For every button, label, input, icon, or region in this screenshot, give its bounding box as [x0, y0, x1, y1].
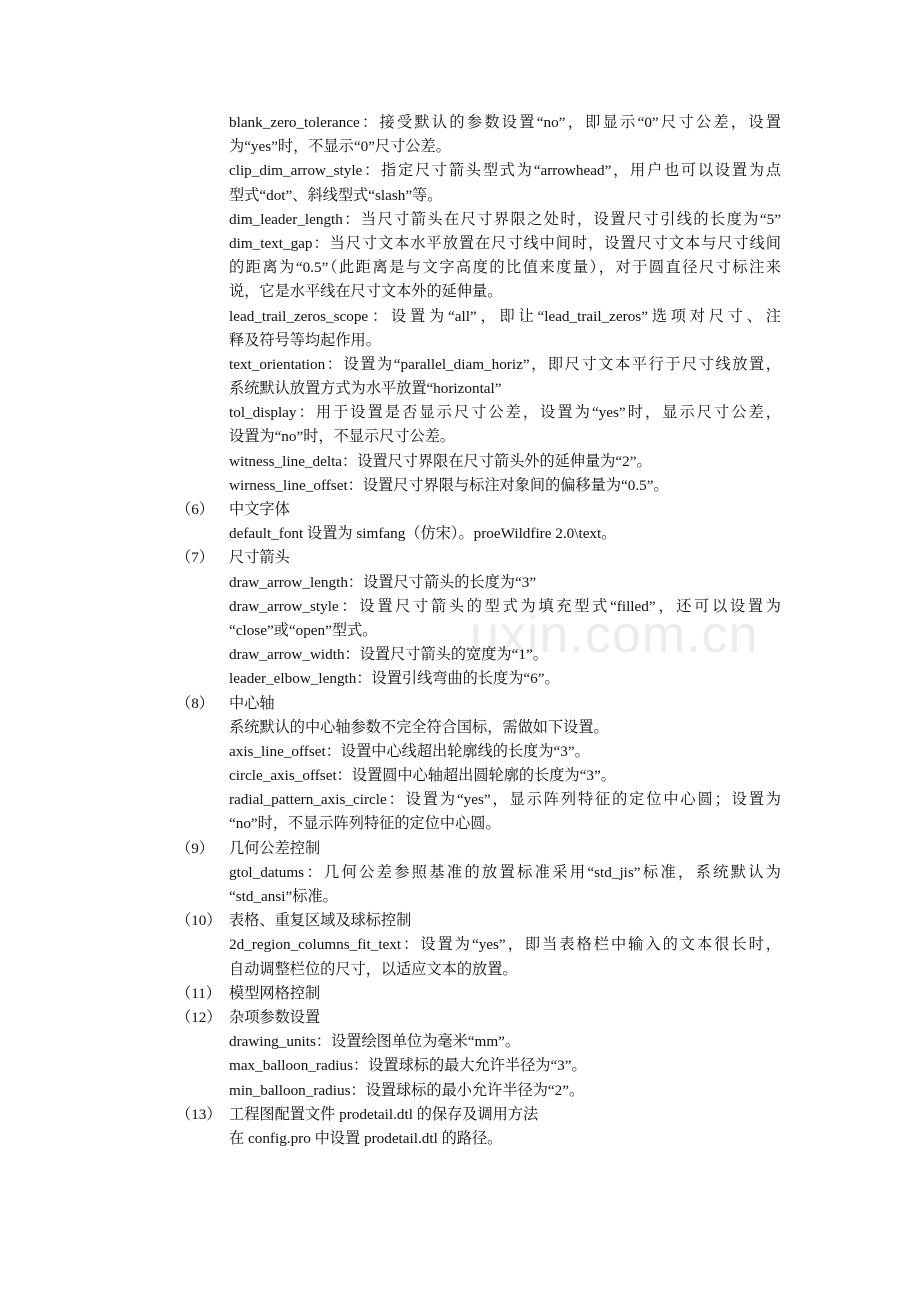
- line-text: text_orientation：设置为“parallel_diam_horiz”，即尺寸文本平行于尺寸线放置，: [229, 355, 781, 373]
- section-heading-line: [0, 692, 920, 716]
- line-text: max_balloon_radius：设置球标的最大允许半径为“3”。: [229, 1057, 587, 1075]
- paragraph-line: [0, 958, 920, 982]
- line-text: “no”时，不显示阵列特征的定位中心圆。: [229, 815, 501, 833]
- line-text: 设置为“no”时，不显示尺寸公差。: [229, 428, 456, 446]
- section-heading-line: [0, 909, 920, 933]
- paragraph-line: [0, 788, 920, 812]
- paragraph-line: [0, 740, 920, 764]
- paragraph-line: [0, 280, 920, 304]
- line-text: dim_leader_length：当尺寸箭头在尺寸界限之处时，设置尺寸引线的长度为“5”: [229, 210, 781, 228]
- section-heading-line: [0, 837, 920, 861]
- section-heading-line: [0, 1006, 920, 1030]
- paragraph-line: [0, 474, 920, 498]
- paragraph-line: [0, 764, 920, 788]
- line-text: 系统默认的中心轴参数不完全符合国标，需做如下设置。: [229, 718, 609, 736]
- line-text: “std_ansi”标准。: [229, 888, 338, 905]
- section-title: 尺寸箭头: [229, 549, 290, 567]
- paragraph-line: [0, 885, 920, 909]
- paragraph-line: [0, 1054, 920, 1078]
- paragraph-line: [0, 401, 920, 425]
- line-text: witness_line_delta：设置尺寸界限在尺寸箭头外的延伸量为“2”。: [229, 452, 652, 470]
- paragraph-line: [0, 1030, 920, 1054]
- line-text: draw_arrow_width：设置尺寸箭头的宽度为“1”。: [229, 646, 548, 664]
- section-number: （11）: [176, 984, 221, 1002]
- line-text: 的距离为“0.5”（此距离是与文字高度的比值来度量），对于圆直径尺寸标注来: [229, 259, 781, 277]
- paragraph-line: [0, 861, 920, 885]
- section-number: （10）: [176, 912, 222, 930]
- section-title: 表格、重复区域及球标控制: [229, 912, 412, 930]
- line-text: gtol_datums：几何公差参照基准的放置标准采用“std_jis”标准，系统默认为: [229, 863, 781, 881]
- line-text: “close”或“open”型式。: [229, 621, 378, 639]
- line-text: blank_zero_tolerance：接受默认的参数设置“no”，即显示“0”尺寸公差，设置: [229, 114, 781, 131]
- paragraph-line: [0, 571, 920, 595]
- line-text: 在 config.pro 中设置 prodetail.dtl 的路径。: [229, 1129, 503, 1147]
- paragraph-line: [0, 305, 920, 329]
- paragraph-line: [0, 619, 920, 643]
- line-text: default_font 设置为 simfang（仿宋）。proeWildfire 2.0\text。: [229, 525, 617, 543]
- line-text: draw_arrow_length：设置尺寸箭头的长度为“3”: [229, 573, 537, 591]
- line-text: 系统默认放置方式为水平放置“horizontal”: [229, 380, 502, 398]
- line-text: lead_trail_zeros_scope：设置为“all”，即让“lead_trail_zeros”选项对尺寸、注: [229, 307, 781, 325]
- paragraph-line: [0, 377, 920, 401]
- section-number: （8）: [176, 694, 214, 712]
- section-heading-line: [0, 546, 920, 570]
- line-text: radial_pattern_axis_circle：设置为“yes”，显示阵列特征的定位中心圆；设置为: [229, 791, 781, 809]
- document-body: [0, 111, 920, 1151]
- line-text: 2d_region_columns_fit_text：设置为“yes”，即当表格栏中输入的文本很长时，: [229, 936, 781, 954]
- line-text: 说，它是水平线在尺寸文本外的延伸量。: [229, 283, 503, 301]
- section-title: 中心轴: [229, 694, 275, 712]
- section-number: （6）: [176, 501, 214, 518]
- section-heading-line: [0, 498, 920, 522]
- paragraph-line: [0, 111, 920, 135]
- line-text: wirness_line_offset：设置尺寸界限与标注对象间的偏移量为“0.5”。: [229, 476, 669, 494]
- section-number: （7）: [176, 549, 214, 567]
- line-text: draw_arrow_style：设置尺寸箭头的型式为填充型式“filled”，还可以设置为: [229, 597, 781, 615]
- section-title: 中文字体: [229, 501, 290, 518]
- paragraph-line: [0, 812, 920, 836]
- line-text: 为“yes”时，不显示“0”尺寸公差。: [229, 138, 451, 156]
- section-number: （13）: [176, 1105, 222, 1123]
- paragraph-line: [0, 1127, 920, 1151]
- section-heading-line: [0, 1103, 920, 1127]
- paragraph-line: [0, 353, 920, 377]
- paragraph-line: [0, 159, 920, 183]
- paragraph-line: [0, 329, 920, 353]
- line-text: tol_display：用于设置是否显示尺寸公差，设置为“yes”时，显示尺寸公差，: [229, 404, 781, 422]
- paragraph-line: [0, 933, 920, 957]
- section-title: 杂项参数设置: [229, 1008, 321, 1026]
- line-text: leader_elbow_length：设置引线弯曲的长度为“6”。: [229, 670, 560, 688]
- line-text: dim_text_gap：当尺寸文本水平放置在尺寸线中间时，设置尺寸文本与尺寸线间: [229, 234, 781, 252]
- paragraph-line: [0, 667, 920, 691]
- section-number: （9）: [176, 839, 214, 857]
- section-heading-line: [0, 982, 920, 1006]
- section-title: 几何公差控制: [229, 839, 321, 857]
- line-text: 自动调整栏位的尺寸，以适应文本的放置。: [229, 960, 518, 978]
- line-text: 释及符号等均起作用。: [229, 331, 381, 349]
- paragraph-line: [0, 716, 920, 740]
- section-number: （12）: [176, 1008, 222, 1026]
- paragraph-line: [0, 1079, 920, 1103]
- paragraph-line: [0, 425, 920, 449]
- line-text: circle_axis_offset：设置圆中心轴超出圆轮廓的长度为“3”。: [229, 767, 616, 785]
- watermark-text: uxin.com.cn: [470, 606, 759, 664]
- section-title: 模型网格控制: [229, 984, 321, 1002]
- section-title: 工程图配置文件 prodetail.dtl 的保存及调用方法: [229, 1105, 539, 1123]
- paragraph-line: [0, 232, 920, 256]
- paragraph-line: [0, 208, 920, 232]
- paragraph-line: [0, 135, 920, 159]
- paragraph-line: [0, 522, 920, 546]
- paragraph-line: [0, 595, 920, 619]
- paragraph-line: [0, 643, 920, 667]
- paragraph-line: [0, 184, 920, 208]
- line-text: drawing_units：设置绘图单位为毫米“mm”。: [229, 1033, 521, 1051]
- paragraph-line: [0, 256, 920, 280]
- line-text: 型式“dot”、斜线型式“slash”等。: [229, 186, 443, 204]
- line-text: axis_line_offset：设置中心线超出轮廓线的长度为“3”。: [229, 742, 590, 760]
- line-text: clip_dim_arrow_style：指定尺寸箭头型式为“arrowhead”，用户也可以设置为点: [229, 162, 781, 180]
- line-text: min_balloon_radius：设置球标的最小允许半径为“2”。: [229, 1081, 585, 1099]
- paragraph-line: [0, 450, 920, 474]
